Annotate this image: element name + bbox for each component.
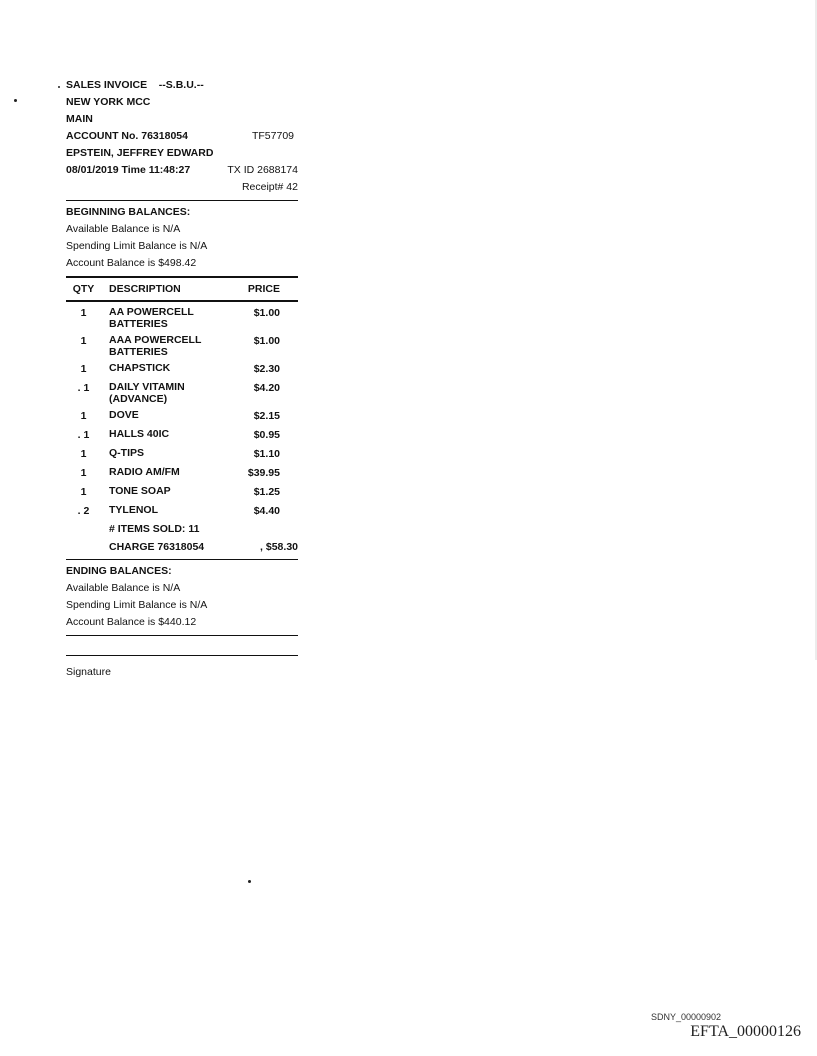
- item-price: $1.00: [253, 335, 280, 347]
- beginning-balances-heading: BEGINNING BALANCES:: [66, 206, 191, 218]
- beginning-account-balance: Account Balance is $498.42: [66, 257, 197, 269]
- item-qty: . 1: [77, 429, 90, 441]
- scan-speck: [248, 880, 251, 883]
- item-price: $2.30: [253, 363, 280, 375]
- line-item: [66, 362, 298, 377]
- divider: [66, 276, 298, 278]
- item-description: AAA POWERCELL: [109, 334, 202, 346]
- item-description: DAILY VITAMIN: [109, 381, 185, 393]
- receipt-number: Receipt# 42: [241, 181, 298, 193]
- description-header: DESCRIPTION: [109, 283, 181, 295]
- ending-account-balance: Account Balance is $440.12: [66, 616, 197, 628]
- scan-speck: [58, 86, 60, 88]
- account-code: TF57709: [251, 130, 294, 142]
- item-qty: 1: [80, 448, 87, 460]
- bates-number: SDNY_00000902: [650, 1012, 721, 1022]
- price-header: PRICE: [247, 283, 280, 295]
- signature-label: Signature: [66, 666, 111, 678]
- beginning-spending-limit: Spending Limit Balance is N/A: [66, 240, 208, 252]
- item-description-cont: (ADVANCE): [109, 393, 168, 405]
- transaction-id: TX ID 2688174: [227, 164, 298, 176]
- account-number: ACCOUNT No. 76318054: [66, 130, 188, 142]
- line-item: [66, 409, 298, 424]
- charge-total: , $58.30: [260, 541, 298, 553]
- item-price: $1.10: [253, 448, 280, 460]
- item-price: $0.95: [253, 429, 280, 441]
- item-qty: 1: [80, 335, 87, 347]
- item-description: AA POWERCELL: [109, 306, 194, 318]
- transaction-datetime: 08/01/2019 Time 11:48:27: [66, 164, 191, 176]
- line-item: [66, 381, 298, 405]
- divider: [66, 635, 298, 636]
- sbu-label: --S.B.U.--: [158, 79, 204, 91]
- ending-spending-limit: Spending Limit Balance is N/A: [66, 599, 208, 611]
- item-price: $2.15: [253, 410, 280, 422]
- sales-invoice-receipt: [66, 78, 298, 680]
- line-item: [66, 504, 298, 519]
- divider: [66, 200, 298, 201]
- signature-line: [66, 655, 298, 656]
- item-qty: 1: [80, 410, 87, 422]
- efta-identifier: EFTA_00000126: [690, 1023, 801, 1040]
- charge-line: [66, 540, 298, 556]
- item-qty: 1: [80, 467, 87, 479]
- item-price: $1.00: [253, 307, 280, 319]
- item-description-cont: BATTERIES: [109, 346, 168, 358]
- customer-name: EPSTEIN, JEFFREY EDWARD: [66, 147, 214, 159]
- item-qty: . 1: [77, 382, 90, 394]
- item-price: $1.25: [253, 486, 280, 498]
- ending-balances-heading: ENDING BALANCES:: [66, 565, 172, 577]
- item-description: TONE SOAP: [109, 485, 171, 497]
- item-price: $4.20: [253, 382, 280, 394]
- item-description: RADIO AM/FM: [109, 466, 180, 478]
- line-item: [66, 334, 298, 358]
- invoice-title-line: [66, 78, 298, 95]
- location: NEW YORK MCC: [66, 96, 151, 108]
- line-item: [66, 447, 298, 462]
- items-sold-line: [66, 522, 298, 538]
- item-qty: 1: [80, 307, 87, 319]
- item-description: HALLS 40IC: [109, 428, 170, 440]
- line-item: [66, 485, 298, 500]
- line-item: [66, 466, 298, 481]
- charge-label: CHARGE 76318054: [109, 541, 205, 553]
- divider: [66, 559, 298, 560]
- items-sold-count: # ITEMS SOLD: 11: [109, 523, 200, 535]
- qty-header: QTY: [72, 283, 95, 295]
- item-qty: 1: [80, 363, 87, 375]
- item-description: DOVE: [109, 409, 139, 421]
- item-qty: 1: [80, 486, 87, 498]
- scan-speck: [14, 99, 17, 102]
- invoice-title: SALES INVOICE: [66, 79, 148, 91]
- item-qty: . 2: [77, 505, 90, 517]
- line-item: [66, 306, 298, 330]
- item-description: Q-TIPS: [109, 447, 145, 459]
- beginning-available-balance: Available Balance is N/A: [66, 223, 181, 235]
- branch: MAIN: [66, 113, 93, 125]
- ending-available-balance: Available Balance is N/A: [66, 582, 181, 594]
- divider: [66, 300, 298, 302]
- item-description: TYLENOL: [109, 504, 158, 516]
- item-description: CHAPSTICK: [109, 362, 171, 374]
- column-headers: [66, 282, 298, 299]
- item-description-cont: BATTERIES: [109, 318, 168, 330]
- line-item: [66, 428, 298, 443]
- item-price: $39.95: [247, 467, 280, 479]
- item-price: $4.40: [253, 505, 280, 517]
